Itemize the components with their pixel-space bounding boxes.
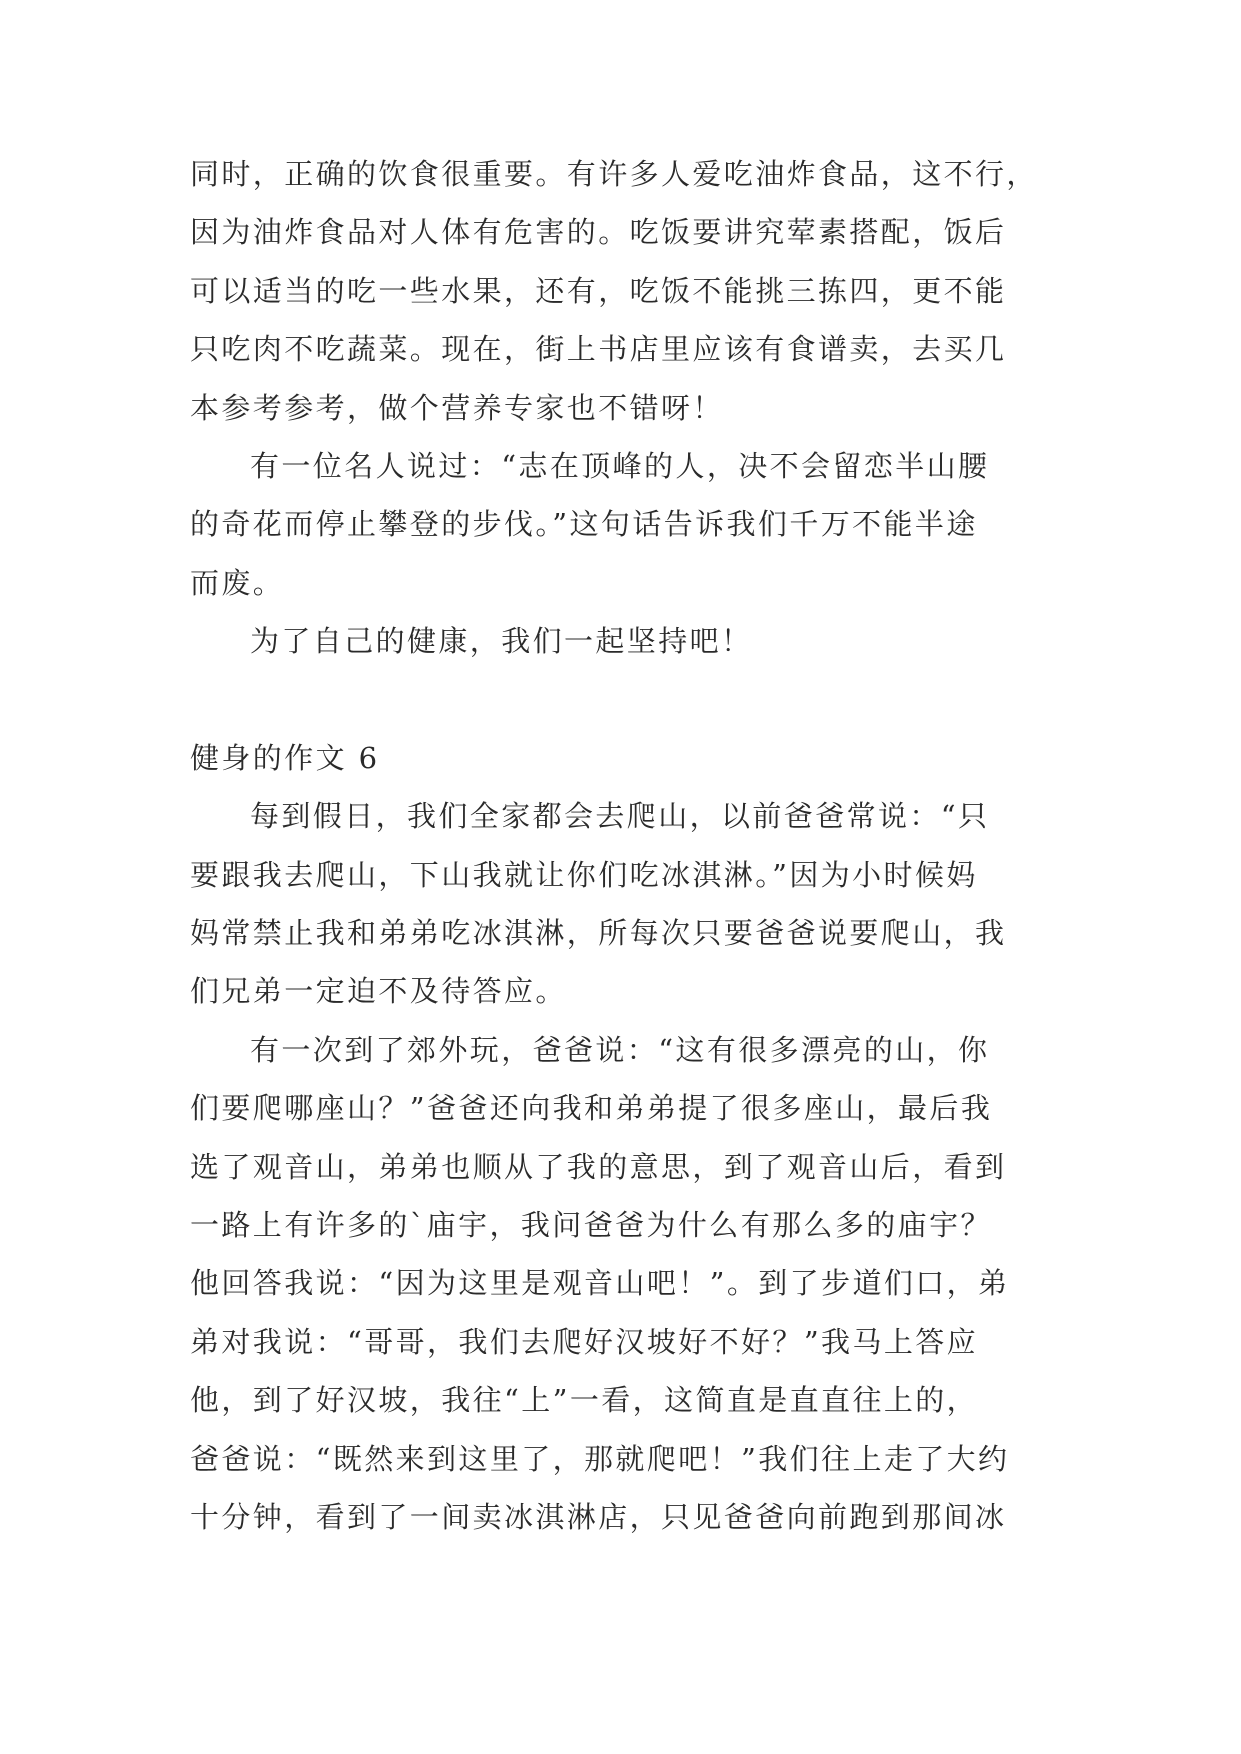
text-line: 爸爸说：“既然来到这里了，那就爬吧！”我们往上走了大约 xyxy=(190,1441,1010,1476)
text-line: 同时，正确的饮食很重要。有许多人爱吃油炸食品，这不行， xyxy=(190,157,1038,191)
paragraph-diet xyxy=(190,145,1050,437)
text-line: 只吃肉不吃蔬菜。现在，街上书店里应该有食谱卖，去买几 xyxy=(190,332,1007,367)
text-line: 有一位名人说过：“志在顶峰的人，决不会留恋半山腰 xyxy=(250,448,990,483)
paragraph-quote xyxy=(190,437,1050,612)
document-body xyxy=(190,145,1050,1546)
text-line: 十分钟，看到了一间卖冰淇淋店，只见爸爸向前跑到那间冰 xyxy=(190,1499,1007,1534)
text-line: 的奇花而停止攀登的步伐。”这句话告诉我们千万不能半途 xyxy=(190,507,978,542)
text-line: 妈常禁止我和弟弟吃冰淇淋，所每次只要爸爸说要爬山，我 xyxy=(190,916,1007,951)
text-line: 因为油炸食品对人体有危害的。吃饭要讲究荤素搭配，饭后 xyxy=(190,215,1007,250)
paragraph-holiday xyxy=(190,787,1050,1021)
text-line: 要跟我去爬山，下山我就让你们吃冰淇淋。”因为小时候妈 xyxy=(190,857,978,892)
text-line: 而废。 xyxy=(190,565,285,600)
text-line: 本参考参考，做个营养专家也不错呀！ xyxy=(190,390,724,425)
text-line: 他回答我说：“因为这里是观音山吧！”。到了步道们口，弟 xyxy=(190,1266,1010,1301)
text-line: 他，到了好汉坡，我往“上”一看，这简直是直直往上的， xyxy=(190,1383,979,1418)
paragraph-conclusion xyxy=(190,612,1050,670)
text-line: 有一次到了郊外玩，爸爸说：“这有很多漂亮的山，你 xyxy=(250,1032,990,1067)
text-line: 选了观音山，弟弟也顺从了我的意思，到了观音山后，看到 xyxy=(190,1149,1007,1184)
text-line: 每到假日，我们全家都会去爬山，以前爸爸常说：“只 xyxy=(250,799,990,834)
text-line: 为了自己的健康，我们一起坚持吧！ xyxy=(250,624,753,659)
paragraph-outing xyxy=(190,1021,1050,1547)
text-line: 可以适当的吃一些水果，还有，吃饭不能挑三拣四，更不能 xyxy=(190,273,1007,308)
text-line: 们兄弟一定迫不及待答应。 xyxy=(190,974,567,1009)
text-line: 一路上有许多的`庙宇，我问爸爸为什么有那么多的庙宇？ xyxy=(190,1208,992,1243)
section-spacer xyxy=(190,671,1050,729)
text-line: 弟对我说：“哥哥，我们去爬好汉坡好不好？”我马上答应 xyxy=(190,1324,979,1359)
text-line: 们要爬哪座山？”爸爸还向我和弟弟提了很多座山，最后我 xyxy=(190,1091,993,1126)
essay-title: 健身的作文 6 xyxy=(190,740,380,775)
